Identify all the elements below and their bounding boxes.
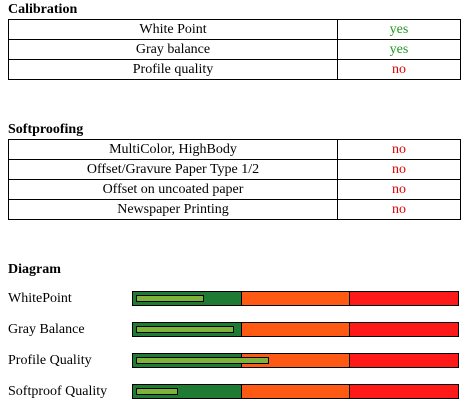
diagram-row-gray-balance (8, 320, 460, 340)
calibration-table (8, 19, 461, 80)
table-row (9, 200, 461, 220)
diagram-label-profile-quality: Profile Quality (8, 353, 92, 368)
diagram-row-whitepoint (8, 289, 460, 309)
softproofing-label-newspaper: Newspaper Printing (9, 200, 338, 220)
calibration-value-gray-balance: yes (338, 40, 461, 60)
softproofing-value-newspaper: no (338, 200, 461, 220)
softproofing-title: Softproofing (8, 122, 84, 137)
calibration-title: Calibration (8, 2, 78, 17)
calibration-label-white-point: White Point (9, 20, 338, 40)
softproofing-label-offset-gravure: Offset/Gravure Paper Type 1/2 (9, 160, 338, 180)
zone-poor (349, 354, 458, 367)
quality-bar-profile-quality (132, 353, 459, 368)
softproofing-value-offset-uncoated: no (338, 180, 461, 200)
diagram-row-softproof-quality (8, 382, 460, 402)
diagram-row-profile-quality (8, 351, 460, 371)
quality-bar-softproof-quality (132, 384, 459, 399)
softproofing-label-offset-uncoated: Offset on uncoated paper (9, 180, 338, 200)
zone-poor (349, 385, 458, 398)
calibration-label-gray-balance: Gray balance (9, 40, 338, 60)
calibration-value-white-point: yes (338, 20, 461, 40)
diagram-label-gray-balance: Gray Balance (8, 322, 85, 337)
level-indicator-profile-quality (136, 357, 269, 364)
table-row (9, 140, 461, 160)
table-row (9, 180, 461, 200)
softproofing-table (8, 139, 461, 220)
zone-poor (349, 292, 458, 305)
table-row (9, 20, 461, 40)
calibration-value-profile-quality: no (338, 60, 461, 80)
level-indicator-softproof-quality (136, 388, 178, 395)
quality-bar-gray-balance (132, 322, 459, 337)
softproofing-value-multicolor: no (338, 140, 461, 160)
level-indicator-gray-balance (136, 326, 234, 333)
quality-bar-whitepoint (132, 291, 459, 306)
diagram-title: Diagram (8, 262, 61, 277)
zone-medium (241, 385, 350, 398)
table-row (9, 40, 461, 60)
calibration-label-profile-quality: Profile quality (9, 60, 338, 80)
softproofing-value-offset-gravure: no (338, 160, 461, 180)
level-indicator-whitepoint (136, 295, 204, 302)
table-row (9, 160, 461, 180)
zone-medium (241, 323, 350, 336)
softproofing-label-multicolor: MultiColor, HighBody (9, 140, 338, 160)
diagram-label-whitepoint: WhitePoint (8, 291, 72, 306)
diagram-label-softproof-quality: Softproof Quality (8, 384, 108, 399)
zone-poor (349, 323, 458, 336)
table-row (9, 60, 461, 80)
zone-medium (241, 292, 350, 305)
